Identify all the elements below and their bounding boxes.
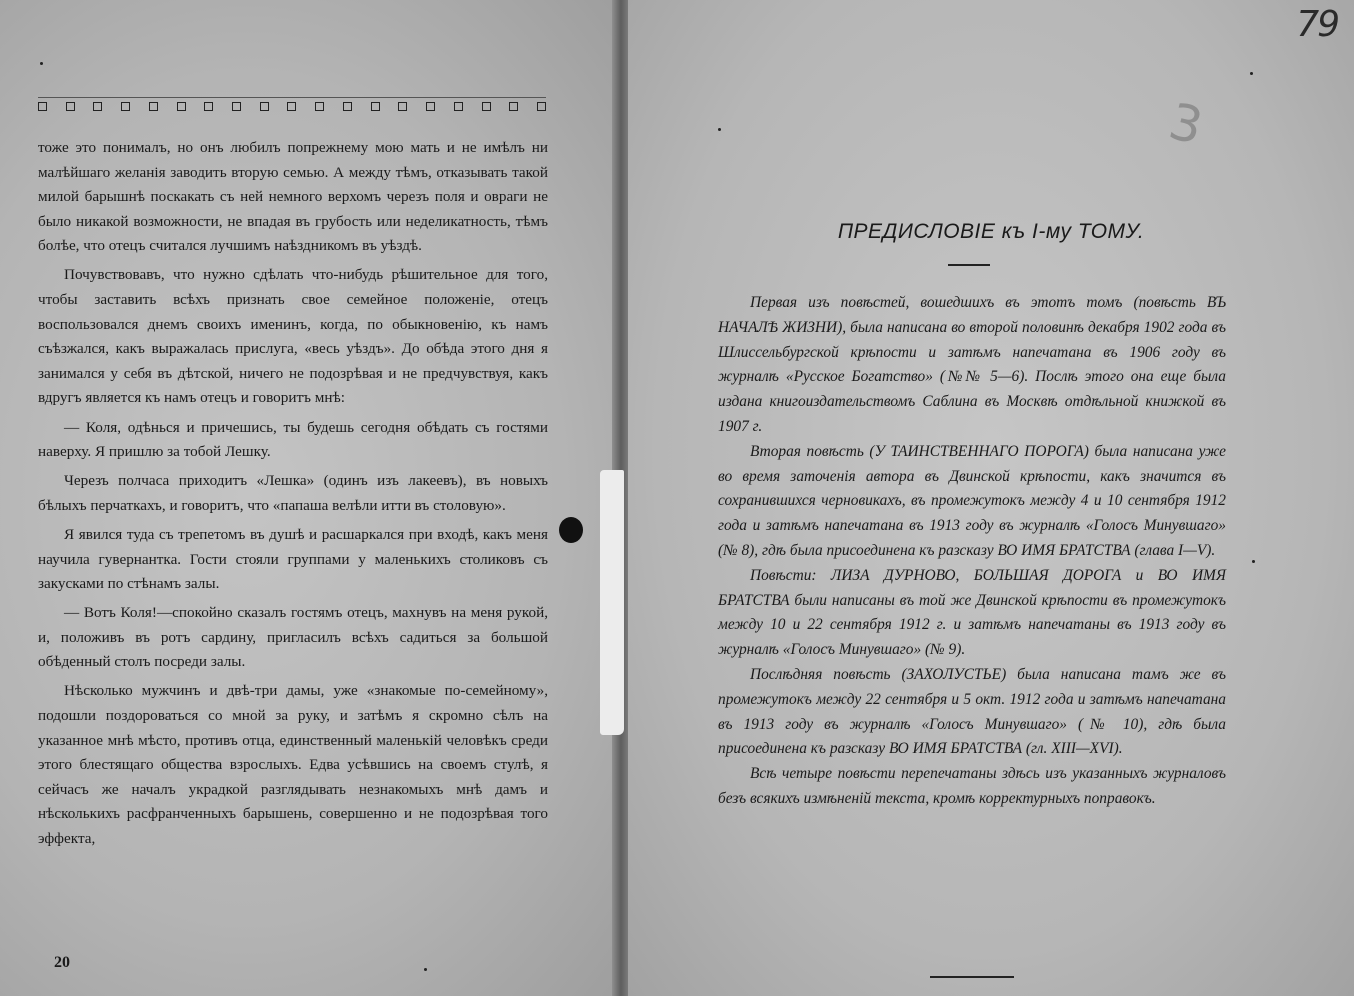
paragraph: Послѣдняя повѣсть (ЗАХОЛУСТЬЕ) была написана тамъ же въ промежутокъ между 22 сентября и 5 окт. 1912 года и затѣмъ напечатана въ 1913 году въ журналѣ «Голосъ Минувшаго» (№ 10), гдѣ была присоединена къ разсказу ВО ИМЯ БРАТСТВА (гл. XIII—XVI). [718, 665, 1226, 758]
paragraph: Я явился туда съ трепетомъ въ душѣ и расшаркался при входѣ, какъ меня научила гувернантка. Гости стояли группами у маленькихъ столиковъ съ закусками по стѣнамъ залы. [38, 525, 548, 593]
paragraph: Вторая повѣсть (У ТАИНСТВЕННАГО ПОРОГА) была написана уже во время заточенія автора въ Двинской крѣпости, какъ значится въ сохранившихся черновикахъ, въ промежутокъ между 4 и 10 сентября 1912 года и затѣмъ напечатана въ 1913 году въ журналѣ «Голосъ Минувшаго» (№ 8), гдѣ была присоединена къ разсказу ВО ИМЯ БРАТСТВА (глава I—V). [718, 442, 1226, 559]
paragraph: Всѣ четыре повѣсти перепечатаны здѣсь изъ указанныхъ журналовъ безъ всякихъ измѣненій текста, кромѣ корректурныхъ поправокъ. [718, 765, 1226, 807]
left-page [0, 0, 620, 996]
paragraph: Черезъ полчаса приходитъ «Лешка» (одинъ изъ лакеевъ), въ новыхъ бѣлыхъ перчаткахъ, и говоритъ, что «папаша велѣли итти въ столовую». [38, 472, 548, 514]
paragraph: — Коля, одѣнься и причешись, ты будешь сегодня обѣдать съ гостями наверху. Я пришлю за тобой Лешку. [38, 418, 548, 461]
ink-speck [424, 968, 427, 971]
handwritten-sheet-number: 79 [1296, 4, 1338, 45]
end-rule [930, 976, 1014, 978]
ink-speck [1252, 560, 1255, 563]
right-page-body [718, 291, 1226, 812]
paragraph: Нѣсколько мужчинъ и двѣ-три дамы, уже «знакомые по-семейному», подошли поздороваться со мной за руку, и затѣмъ я скромно сѣлъ на указанное мнѣ мѣсто, противъ отца, единственный маленькій человѣкъ среди этого блестящаго общества взрослыхъ. Едва усѣвшись на своемъ стулѣ, я сейчасъ же началъ украдкой разглядывать незнакомыхъ мнѣ дамъ и нѣсколькихъ расфранченныхъ барышень, совершенно и не подозрѣвая того эффекта, [38, 682, 548, 848]
paragraph: — Вотъ Коля!—спокойно сказалъ гостямъ отецъ, махнувъ на меня рукой, и, положивъ въ ротъ сардину, пригласилъ всѣхъ садиться за большой обѣденный столъ посреди залы. [38, 604, 548, 671]
page-number: 20 [54, 954, 70, 971]
title-rule [948, 264, 990, 266]
paragraph: Почувствовавъ, что нужно сдѣлать что-нибудь рѣшительное для того, чтобы заставить всѣхъ признать свое семейное положеніе, отецъ воспользовался днемъ своихъ именинъ, когда, по обыкновенію, къ намъ съѣзжался, какъ выражалась прислуга, «весь уѣздъ». До обѣда этого дня я занимался у себя въ дѣтской, ничего не подозрѣвая и не предчувствуя, какъ вдругъ является къ намъ отецъ и говоритъ мнѣ: [38, 266, 548, 407]
paragraph: Первая изъ повѣстей, вошедшихъ въ этотъ томъ (повѣсть ВЪ НАЧАЛѢ ЖИЗНИ), была написана во второй половинѣ декабря 1902 года въ Шлиссельбургской крѣпости и затѣмъ напечатана въ 1906 году въ журналѣ «Русское Богатство» (№№ 5—6). Послѣ этого она еще была издана книгоиздательствомъ Саблина въ Москвѣ отдѣльной книжкой въ 1907 г. [718, 294, 1226, 435]
ink-speck [718, 128, 721, 131]
paragraph: Повѣсти: ЛИЗА ДУРНОВО, БОЛЬШАЯ ДОРОГА и ВО ИМЯ БРАТСТВА были написаны въ той же Двинской крѣпости въ промежутокъ между 10 и 22 сентября 1912 г. и затѣмъ напечатаны въ 1913 году въ журналѣ «Голосъ Минувшаго» (№ 9). [718, 566, 1226, 659]
paper-tear [600, 470, 624, 735]
ornamental-border [38, 97, 546, 112]
ink-speck [1250, 72, 1253, 75]
left-page-body [38, 136, 548, 856]
pencil-mark: 3 [1163, 92, 1209, 156]
ink-speck [40, 62, 43, 65]
paragraph: тоже это понималъ, но онъ любилъ попрежнему мою мать и не имѣлъ ни малѣйшаго желанія заводить вторую семью. А между тѣмъ, отказывать такой милой барышнѣ поскакать съ ней немного верхомъ черезъ поля и овраги не было никакой возможности, не впадая въ грубость или неделикатность, тѣмъ болѣе, что отецъ считался лучшимъ наѣздникомъ въ уѣздѣ. [38, 139, 548, 255]
ink-blot [559, 517, 583, 543]
page-title: ПРЕДИСЛОВІЕ къ I-му ТОМУ. [837, 220, 1145, 243]
